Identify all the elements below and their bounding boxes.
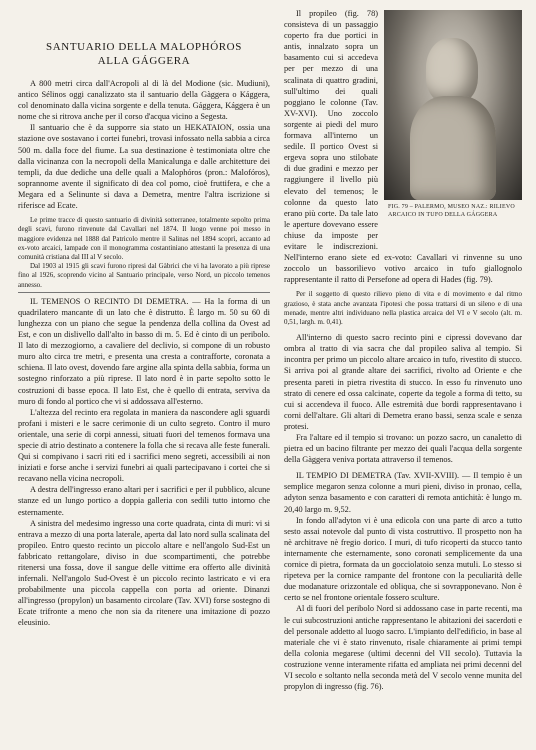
right-column bbox=[284, 8, 522, 692]
left-paragraph-2: Il santuario che è da supporre sia stato un HEKATAION, ossia una stazione ove sostavano i cortei funebri, trovasi infossato nella sabbia a circa 500 m. dalla foce del fiume. La sua destinazione è testimoniata oltre che dalla vicinanza con la necropoli della Manicalunga e dalle architetture dei templi, da due dediche una delle quali a Malophóros (pron.: Malofóros), soprannome avente il significato di dea col pomo, cioè fruttifera, e che a Megara ed a Selinunte si dava a Demetra, mentre l'altra iscrizione si riferisce ad Ecate. bbox=[18, 123, 270, 211]
title-line-1: SANTUARIO DELLA MALOPHÓROS bbox=[46, 41, 242, 53]
right-paragraph-6: In fondo all'adyton vi è una edicola con una parte di arco a tutto sesto assai notevole dal punto di vista costruttivo. Il prospetto non ha nè architrave nè fregio dorico. I muri, di tufo ricoperti da stucco tanto internamente che esternamente, sono coronati semplicemente da una cornice di pietra, formata da un gocciolatoio senza mutuli. Lo stesso si ripeteva per la cornice rampante del frontone con la peculiarità delle due modanature orizzontale ed obliqua, che si sovrapponevano. Non è certo se nel frontone orientale fossero sculture. bbox=[284, 515, 522, 603]
right-paragraph-7: Al di fuori del peribolo Nord si addossano case in parte recenti, ma le cui subcostruzioni antiche rappresentano le abitazioni dei sacerdoti e del personale addetto al luogo sacro. L'impianto dell'edificio, in base al materiale che vi è stato rinvenuto, risale chiaramente ai primi tempi della colonia megarese (ultimi decenni del VII secolo). Tuttavia la costruzione venne interamente rifatta ed ampliata nei primi decenni del VI secolo e soltanto nella seconda metà del V secolo venne munita del propylon di ingresso (fig. 76). bbox=[284, 604, 522, 692]
right-paragraph-3: All'interno di questo sacro recinto pini e cipressi dovevano dar ombra al tratto di via sacra che dal propileo saliva al tempio. Si incontra per primo un piccolo altare arcaico in tufo, rivestito di stucco. Si arriva poi al grande altare dei sacrifici, rivolto ad Oriente e che presenta pareti in pietra rivestita di stucco. In esso fu rinvenuto uno strato di cenere ed ossa calcinate, coperte da tegole a forma di tetto, su cui si accendeva il fuoco. Alle estremità due bordi rappresentavano i corni dell'altare. Gli altari di Demetra erano bassi, senza scale e senza protesi. bbox=[284, 333, 522, 431]
right-paragraph-1: Il propileo (fig. 78) consisteva di un passaggio coperto fra due portici in antis, innalzato sopra un basamento cui si accedeva per per mezzo di una scalinata di quattro gradini, sull'ultimo dei quali poggiano le colonne (Tav. XV-XVI). Uno zoccolo sorgente ai piedi del muro formava all'interno un sedile. Il portico Ovest si ergeva sopra uno stilobate di due gradini e mezzo per raggiungere il livello più elevato del temenos; le colonne da questo lato erano più corte. Da tale lato le aperture dovevano essere chiuse da imposte per evitare le indiscrezioni. Nell'interno erano siete ed ex-voto: Cavallari vi rinvenne su uno zoccolo un bassorilievo votivo arcaico in tufo giallognolo rappresentante il ratto di Persefone ad opera di Hades (fig. 79). bbox=[284, 9, 522, 285]
figure-spacer bbox=[378, 8, 522, 244]
tempio-text: — Il tempio è un semplice megaron senza colonne a muri pieni, diviso in pronao, cella, adyton senza basamento e con caratteri di remota antichità: è lungo m. 20,40 largo m. 9,52. bbox=[284, 471, 522, 514]
temenos-text: — Ha la forma di un quadrilatero mancante di un lato che è distrutto. È largo m. 50 su 60 di lunghezza con un piano che segue la pendenza della collina da Ovest ad Est, e con un dislivello dall'alto in basso di m. 5. Ed è cinto di un peribolo. Il lato di mezzogiorno, a cavaliere del declivio, si compone di un robusto muro alto circa tre metri, e presenta una cresta a contrafforte, coronata a schiena. Il lato ovest, dovendo fare argine alla spinta della sabbia, forma un sostegno rinforzato a più riprese. Il lato nord è in parte sepolto sotto le costruzioni di basse epoca. Il lato Est, che è quello di entrata, serviva da muro di fondo al portico che vi si addossava all'esterno. bbox=[18, 296, 270, 406]
right-note: Per il soggetto di questo rilievo pieno di vita e di movimento e dal ritmo grazioso, è stata anche avanzata l'ipotesi che possa trattarsi di un sileno e di una menade, mentre altri individuano nella plastica arcaica del VI e V secolo (alt. m. 0,51, largh. m. 0,41). bbox=[284, 290, 522, 326]
left-note-2: Dal 1903 al 1915 gli scavi furono ripresi dal Gàbrici che vi ha lavorato a più riprese fino al 1926, scoprendo vicino al Santuario principale, verso Nord, un piccolo temenos annesso. bbox=[18, 262, 270, 289]
page-title bbox=[18, 40, 270, 68]
section-heading-tempio: IL TEMPIO DI DEMETRA (Tav. XVII-XVIII). bbox=[296, 471, 460, 481]
section-heading-temenos: IL TEMENOS O RECINTO DI DEMETRA. bbox=[30, 296, 189, 306]
left-note-1: Le prime tracce di questo santuario di divinità sotterranee, totalmente sepolto prima degli scavi, furono rinvenute dal Cavallari nel 1874. Il luogo venne poi messo in maggiore evidenza nel 1888 dal Patricolo mentre il Salinas nel 1894 scoprì, accanto ad ex-voto arcaici, lampade con il monogramma costantiniano attestanti la presenza di una comunità cristiana dal III al V secolo. bbox=[18, 216, 270, 261]
tempio-section bbox=[284, 470, 522, 514]
figure-caption: FIG. 79 – PALERMO, MUSEO NAZ.: RILIEVO ARCAICO IN TUFO DELLA GÁGGERA bbox=[388, 204, 515, 218]
left-paragraph-8: A sinistra del medesimo ingresso una corte quadrata, cinta di muri: vi si entrava a mezzo di una porta laterale, aperta dal lato nord sulla scalinata del propileo. Entro questo recinto un piccolo altare e nell'angolo Sud-Est un fabbricato rettangolare, diviso in due scompartimenti, che potrebbe ritenersi una fossa, dove il sangue delle vittime era offerto alle divinità infernali. Nell'angolo Sud-Ovest è un piccolo recinto lastricato e vi era probabilmente una piccola cappella con porta ad oriente. Dinanzi all'ingresso (propylon) un basamento circolare (Tav. XVI) forse sostegno di Ecate trifronte a meno che non sia da ritenere una imitazione di pozzo eleusinio. bbox=[18, 518, 270, 628]
section-divider bbox=[18, 292, 270, 293]
left-column bbox=[18, 0, 270, 629]
left-paragraph-7: A destra dell'ingresso erano altari per i sacrifici e per il pubblico, alcune stanze ed un lungo portico a doppia galleria con sedili tutto intorno che esternamente. bbox=[18, 485, 270, 517]
title-line-2: ALLA GÁGGERA bbox=[97, 55, 191, 67]
left-paragraph-6: L'altezza del recinto era regolata in maniera da nascondere agli sguardi profani i misteri e le sacre cerimonie di un culto segreto. Contro il muro orientale, una serie di corpi annessi, situati fuori del temenos formava una specie di atrio destinato a contenere la folla che si recava alle feste funerali. Qui si compivano i sacri riti ed i sacrifici meno segreti, accessibili ai non iniziati e forse anche i servizi funebri ai quali partecipavano i cortei che si recavano nella vicina necropoli. bbox=[18, 407, 270, 484]
left-paragraph-1: A 800 metri circa dall'Acropoli al di là del Modione (sic. Mudiuni), antico Sélinos oggi canalizzato sta il santuario della Gàggera o Kággera, col denominato dalla vicina sorgente e della tenuta. Gággera, Kággera è un nome che si ritrova anche per il corso d'acqua vicino a Segesta. bbox=[18, 79, 270, 122]
right-paragraph-4: Fra l'altare ed il tempio si trovano: un pozzo sacro, un canaletto di pietra ed un bacino filtrante per mezzo dei quali l'acqua della sorgente della Gàggera veniva portata attraverso il temenos. bbox=[284, 433, 522, 465]
temenos-section bbox=[18, 296, 270, 407]
